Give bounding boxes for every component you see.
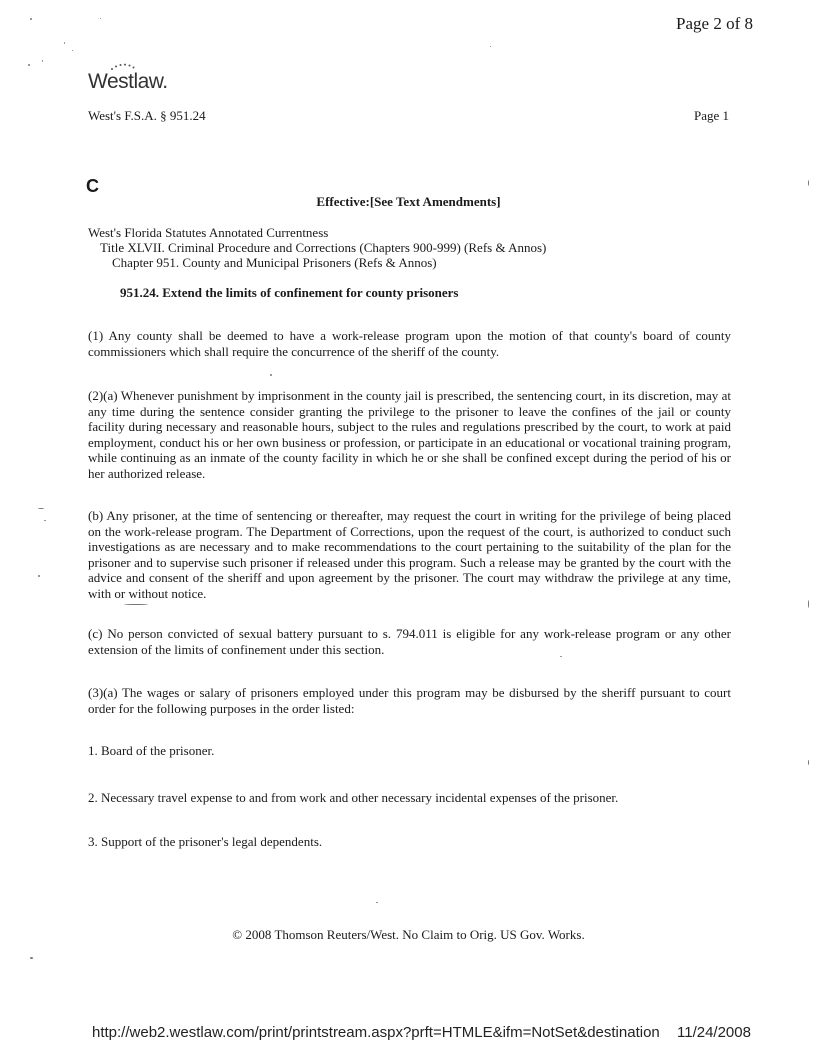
list-item-2: 2. Necessary travel expense to and from work and other necessary incidental expenses of the prisoner. [88,790,619,805]
hierarchy-line-3: Chapter 951. County and Municipal Prisoners (Refs & Annos) [112,255,437,270]
print-url: http://web2.westlaw.com/print/printstream.aspx?prft=HTMLE&ifm=NotSet&destination [92,1024,660,1041]
paragraph-1: (1) Any county shall be deemed to have a work-release program upon the motion of that county's board of county commissioners which shall require the concurrence of the sheriff of the county. [88,328,731,359]
westlaw-logo [88,70,168,94]
logo-text: Westlaw. [88,70,168,93]
list-item-3: 3. Support of the prisoner's legal dependents. [88,834,323,849]
paragraph-3a: (3)(a) The wages or salary of prisoners employed under this program may be disbursed by the sheriff pursuant to court order for the following purposes in the order listed: [88,685,731,716]
list-item-1: 1. Board of the prisoner. [88,743,215,758]
paragraph-2a: (2)(a) Whenever punishment by imprisonment in the county jail is prescribed, the sentencing court, in its discretion, may at any time during the sentence consider granting the privilege to the prisoner to leave the confines of the jail or county facility during necessary and reasonable hours, subject to the rules and regulations prescribed by the court, to work at paid employment, conduct his or her own business or profession, or participate in an educational or vocational training program, while continuing as an inmate of the county facility in which he or she shall be confined except during the period of his or her authorized release. [88,388,731,481]
paragraph-2c: (c) No person convicted of sexual battery pursuant to s. 794.011 is eligible for any work-release program or any other extension of the limits of confinement under this section. [88,626,731,657]
currency-marker: C [86,176,99,196]
statute-citation: West's F.S.A. § 951.24 [88,108,206,123]
copyright-notice: © 2008 Thomson Reuters/West. No Claim to Orig. US Gov. Works. [232,927,585,942]
page-count: Page 2 of 8 [676,14,753,33]
print-date: 11/24/2008 [677,1024,751,1041]
page-label: Page 1 [693,108,729,123]
logo-dots-icon [110,63,136,71]
hierarchy-line-2: Title XLVII. Criminal Procedure and Corrections (Chapters 900-999) (Refs & Annos) [100,240,547,255]
paragraph-2b: (b) Any prisoner, at the time of sentencing or thereafter, may request the court in writing for the privilege of being placed on the work-release program. The Department of Corrections, upon the request of the court, is authorized to conduct such investigations as are necessary and to make recommendations to the court pertaining to the suitability of the plan for the prisoner and to supervise such prisoner if released under this program. Such a release may be granted by the court with the advice and consent of the sheriff and upon agreement by the prisoner. The court may withdraw the privilege at any time, with or without notice. [88,508,731,601]
hierarchy-line-1: West's Florida Statutes Annotated Currentness [88,225,329,240]
section-title: 951.24. Extend the limits of confinement for county prisoners [120,285,459,300]
effective-date: Effective:[See Text Amendments] [316,194,501,209]
